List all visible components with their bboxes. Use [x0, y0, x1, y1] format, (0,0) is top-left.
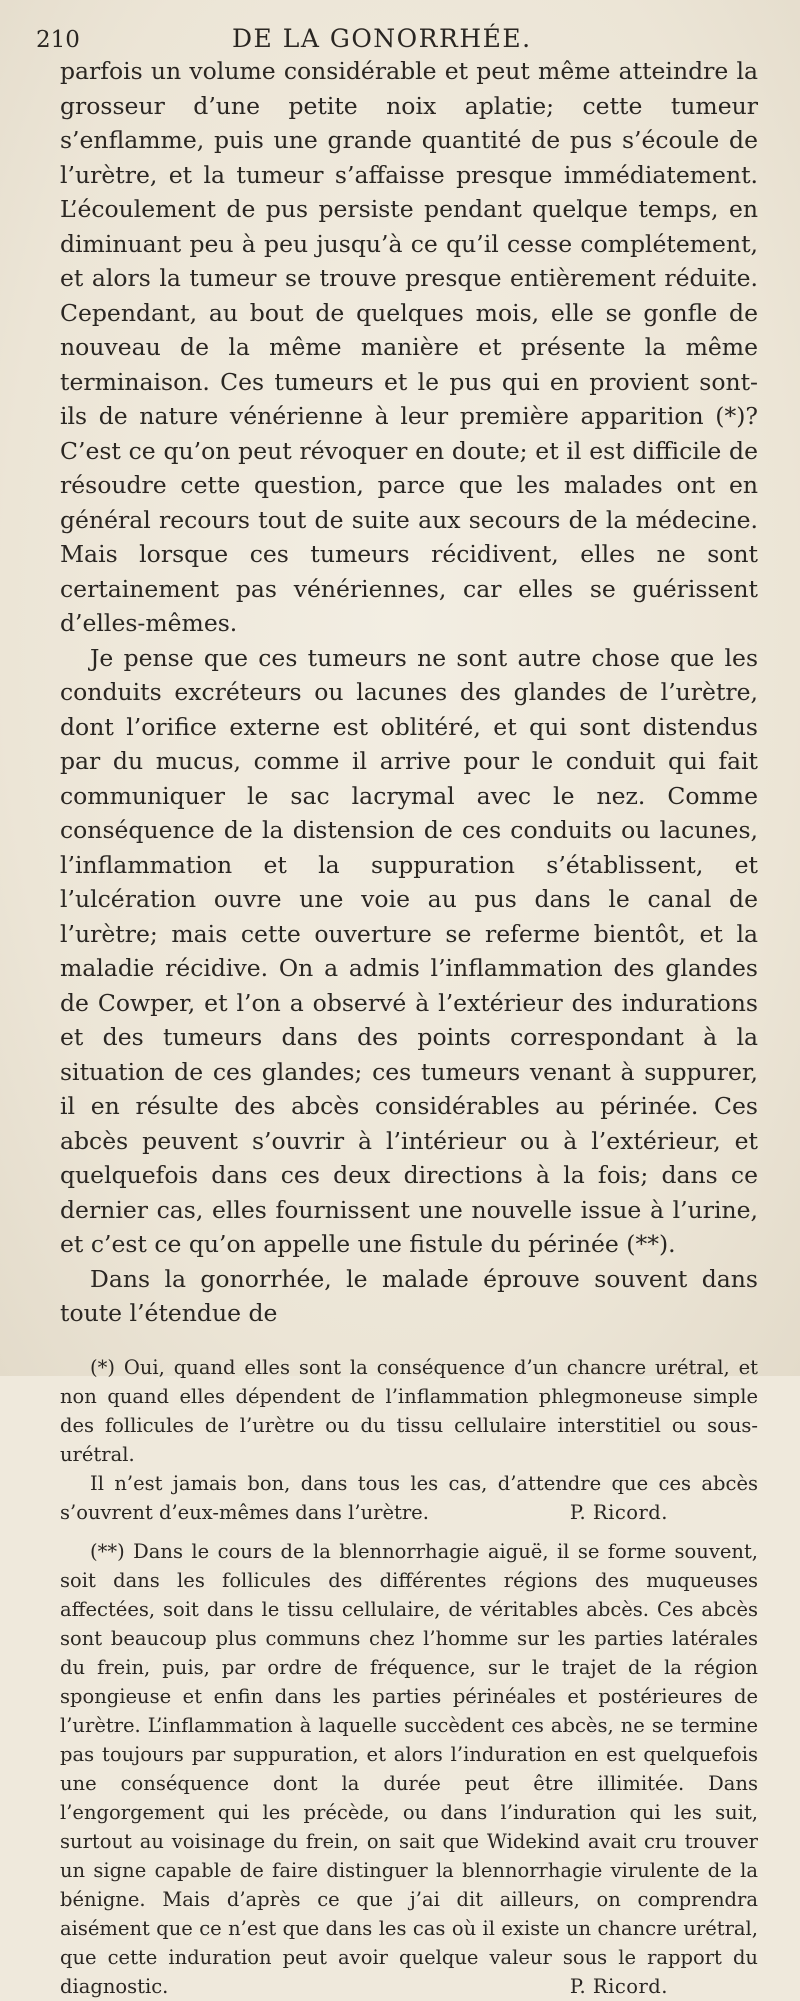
footnote-1: (*) Oui, quand elles sont la conséquence d’un chancre urétral, et non quand elles dépendent de l’inflammation phlegmoneuse simple des follicules de l’urètre ou du tissu cellulaire interstitiel ou sous-urétral.: [60, 1355, 758, 1466]
footnote-2-signature: P. Ricord.: [569, 1974, 668, 1998]
footnote-1-text: Il n’est jamais bon, dans tous les cas, d’attendre que ces abcès s’ouvrent d’eux-mêmes dans l’urètre.: [60, 1471, 758, 1524]
footnote-2: [60, 1537, 758, 2001]
page-header: [36, 24, 758, 54]
page-number: 210: [36, 27, 80, 53]
paragraph-1: parfois un volume considérable et peut même atteindre la grosseur d’une petite noix aplatie; cette tumeur s’enflamme, puis une grande quantité de pus s’écoule de l’urètre, et la tumeur s’affaisse presque immédiatement. L’écoulement de pus persiste pendant quelque temps, en diminuant peu à peu jusqu’à ce qu’il cesse complétement, et alors la tumeur se trouve presque entièrement réduite. Cependant, au bout de quelques mois, elle se gonfle de nouveau de la même manière et présente la même terminaison. Ces tumeurs et le pus qui en provient sont-ils de nature vénérienne à leur première apparition (*)? C’est ce qu’on peut révoquer en doute; et il est difficile de résoudre cette question, parce que les malades ont en général recours tout de suite aux secours de la médecine. Mais lorsque ces tumeurs récidivent, elles ne sont certainement pas vénériennes, car elles se guérissent d’elles-mêmes.: [60, 57, 758, 637]
paragraph-2: Je pense que ces tumeurs ne sont autre chose que les conduits excréteurs ou lacunes des glandes de l’urètre, dont l’orifice externe est oblitéré, et qui sont distendus par du mucus, comme il arrive pour le conduit qui fait communiquer le sac lacrymal avec le nez. Comme conséquence de la distension de ces conduits ou lacunes, l’inflammation et la suppuration s’établissent, et l’ulcération ouvre une voie au pus dans le canal de l’urètre; mais cette ouverture se referme bientôt, et la maladie récidive. On a admis l’inflammation des glandes de Cowper, et l’on a observé à l’extérieur des indurations et des tumeurs dans des points correspondant à la situation de ces glandes; ces tumeurs venant à suppurer, il en résulte des abcès considérables au périnée. Ces abcès peuvent s’ouvrir à l’intérieur ou à l’extérieur, et quelquefois dans ces deux directions à la fois; dans ce dernier cas, elles fournissent une nouvelle issue à l’urine, et c’est ce qu’on appelle une fistule du périnée (**).: [60, 643, 758, 1258]
footnote-separator: [60, 1331, 758, 1353]
footnote-2-text: (**) Dans le cours de la blennorrhagie aiguë, il se forme souvent, soit dans les follicules des différentes régions des muqueuses affectées, soit dans le tissu cellulaire, de véritables abcès. Ces abcès sont beaucoup plus communs chez l’homme sur les parties latérales du frein, puis, par ordre de fréquence, sur le trajet de la région spongieuse et enfin dans les parties périnéales et postérieures de l’urètre. L’inflammation à laquelle succèdent ces abcès, ne se termine pas toujours par suppuration, et alors l’induration en est quelquefois une conséquence dont la durée peut être illimitée. Dans l’engorgement qui les précède, ou dans l’induration qui les suit, surtout au voisinage du frein, on sait que Widekind avait cru trouver un signe capable de faire distinguer la blennorrhagie virulente de la bénigne. Mais d’après ce que j’ai dit ailleurs, on comprendra aisément que ce n’est que dans les cas où il existe un chancre urétral, que cette induration peut avoir quelque valeur sous le rapport du diagnostic.: [60, 1539, 758, 1998]
footnote-1-signature: P. Ricord.: [569, 1500, 668, 1524]
footnotes: [60, 1353, 758, 2001]
footnote-1-continued: [60, 1469, 758, 1527]
paragraph-3: Dans la gonorrhée, le malade éprouve souvent dans toute l’étendue de: [60, 1264, 758, 1327]
running-title: DE LA GONORRHÉE.: [232, 24, 532, 53]
main-text: [60, 54, 758, 1331]
